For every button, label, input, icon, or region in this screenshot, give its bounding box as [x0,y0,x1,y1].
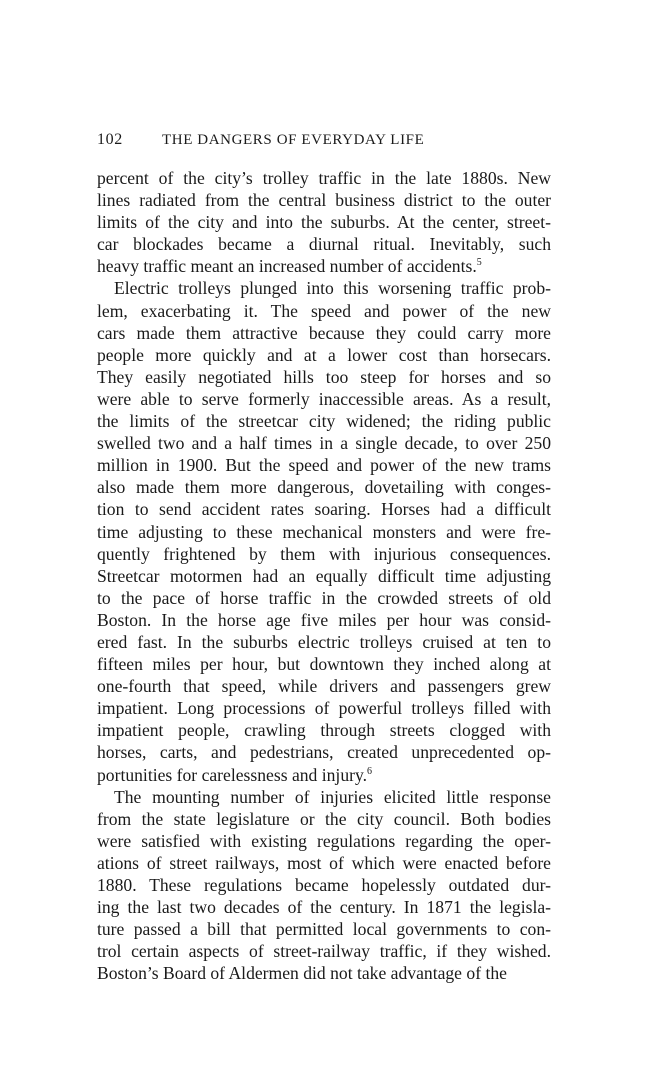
text-line [97,565,551,587]
line-text: to the pace of horse traffic in the crowded streets of old [97,587,551,608]
text-line [97,277,551,299]
line-text: the limits of the streetcar city widened; the riding public [97,411,551,432]
text-line [97,344,551,366]
text-line [97,962,551,984]
running-title: THE DANGERS OF EVERYDAY LIFE [162,132,425,148]
text-line [97,366,551,388]
line-text: swelled two and a half times in a single decade, to over 250 [97,433,551,454]
line-text: limits of the city and into the suburbs. At the center, street- [97,212,551,233]
page-number: 102 [97,131,123,148]
text-line [97,808,551,830]
line-text: They easily negotiated hills too steep for horses and so [97,366,551,387]
line-text: Boston’s Board of Aldermen did not take advantage of the [97,963,507,984]
line-text: percent of the city’s trolley traffic in the late 1880s. New [97,168,551,188]
text-line [97,410,551,432]
line-text: portunities for carelessness and injury. [97,764,368,785]
text-line [97,543,551,565]
book-page [97,131,551,984]
running-head [97,131,551,153]
line-text: fifteen miles per hour, but downtown they inched along at [97,654,551,675]
line-text: impatient people, crawling through streets clogged with [97,720,551,741]
text-line [97,388,551,410]
text-line [97,653,551,675]
line-text: horses, carts, and pedestrians, created unprecedented op- [97,742,551,763]
line-text: were satisfied with existing regulations regarding the oper- [97,830,551,851]
line-text: trol certain aspects of street-railway traffic, if they wished. [97,941,551,962]
line-text: people more quickly and at a lower cost than horsecars. [97,344,551,365]
text-line [97,454,551,476]
text-line [97,432,551,454]
line-text: cars made them attractive because they could carry more [97,322,551,343]
line-text: 1880. These regulations became hopelessly outdated dur- [97,875,551,895]
line-text: quently frightened by them with injurious consequences. [97,543,551,564]
line-text: Boston. In the horse age five miles per hour was consid- [97,609,551,630]
line-text: ered fast. In the suburbs electric trolleys cruised at ten to [97,631,551,652]
text-line [97,211,551,233]
line-text: The mounting number of injuries elicited little response [114,786,551,807]
line-text: ing the last two decades of the century. In 1871 the legisla- [97,897,551,918]
line-text: from the state legislature or the city council. Both bodies [97,808,551,829]
text-line [97,300,551,322]
text-line [97,189,551,211]
line-text: ations of street railways, most of which were enacted before [97,852,551,873]
text-line [97,675,551,697]
line-text: one-fourth that speed, while drivers and passengers grew [97,676,551,697]
text-line [97,896,551,918]
text-line [97,609,551,631]
text-line [97,322,551,344]
footnote-marker: 6 [367,765,373,777]
text-line [97,940,551,962]
line-text: Electric trolleys plunged into this worsening traffic prob- [114,278,551,299]
text-line [97,874,551,896]
text-line [97,498,551,520]
line-text: million in 1900. But the speed and power of the new trams [97,455,551,476]
line-text: were able to serve formerly inaccessible areas. As a result, [97,388,551,409]
body-text [97,167,551,984]
text-line [97,830,551,852]
line-text: lem, exacerbating it. The speed and power of the new [97,300,551,321]
text-line [97,741,551,763]
footnote-marker: 5 [476,257,482,269]
text-line [97,697,551,719]
text-line [97,167,551,189]
line-text: tion to send accident rates soaring. Horses had a difficult [97,499,551,520]
line-text: ture passed a bill that permitted local governments to con- [97,919,551,940]
line-text: impatient. Long processions of powerful trolleys filled with [97,698,551,719]
text-line [97,521,551,543]
line-text: time adjusting to these mechanical monsters and were fre- [97,521,551,542]
line-text: Streetcar motormen had an equally difficult time adjusting [97,565,551,586]
text-line [97,476,551,498]
text-line [97,764,551,786]
text-line [97,587,551,609]
text-line [97,719,551,741]
text-line [97,918,551,940]
text-line [97,233,551,255]
text-line [97,255,551,277]
line-text: lines radiated from the central business district to the outer [97,190,551,211]
line-text: also made them more dangerous, dovetailing with conges- [97,477,551,498]
text-line [97,786,551,808]
line-text: heavy traffic meant an increased number of accidents. [97,256,477,277]
line-text: car blockades became a diurnal ritual. Inevitably, such [97,234,551,255]
text-line [97,631,551,653]
text-line [97,852,551,874]
